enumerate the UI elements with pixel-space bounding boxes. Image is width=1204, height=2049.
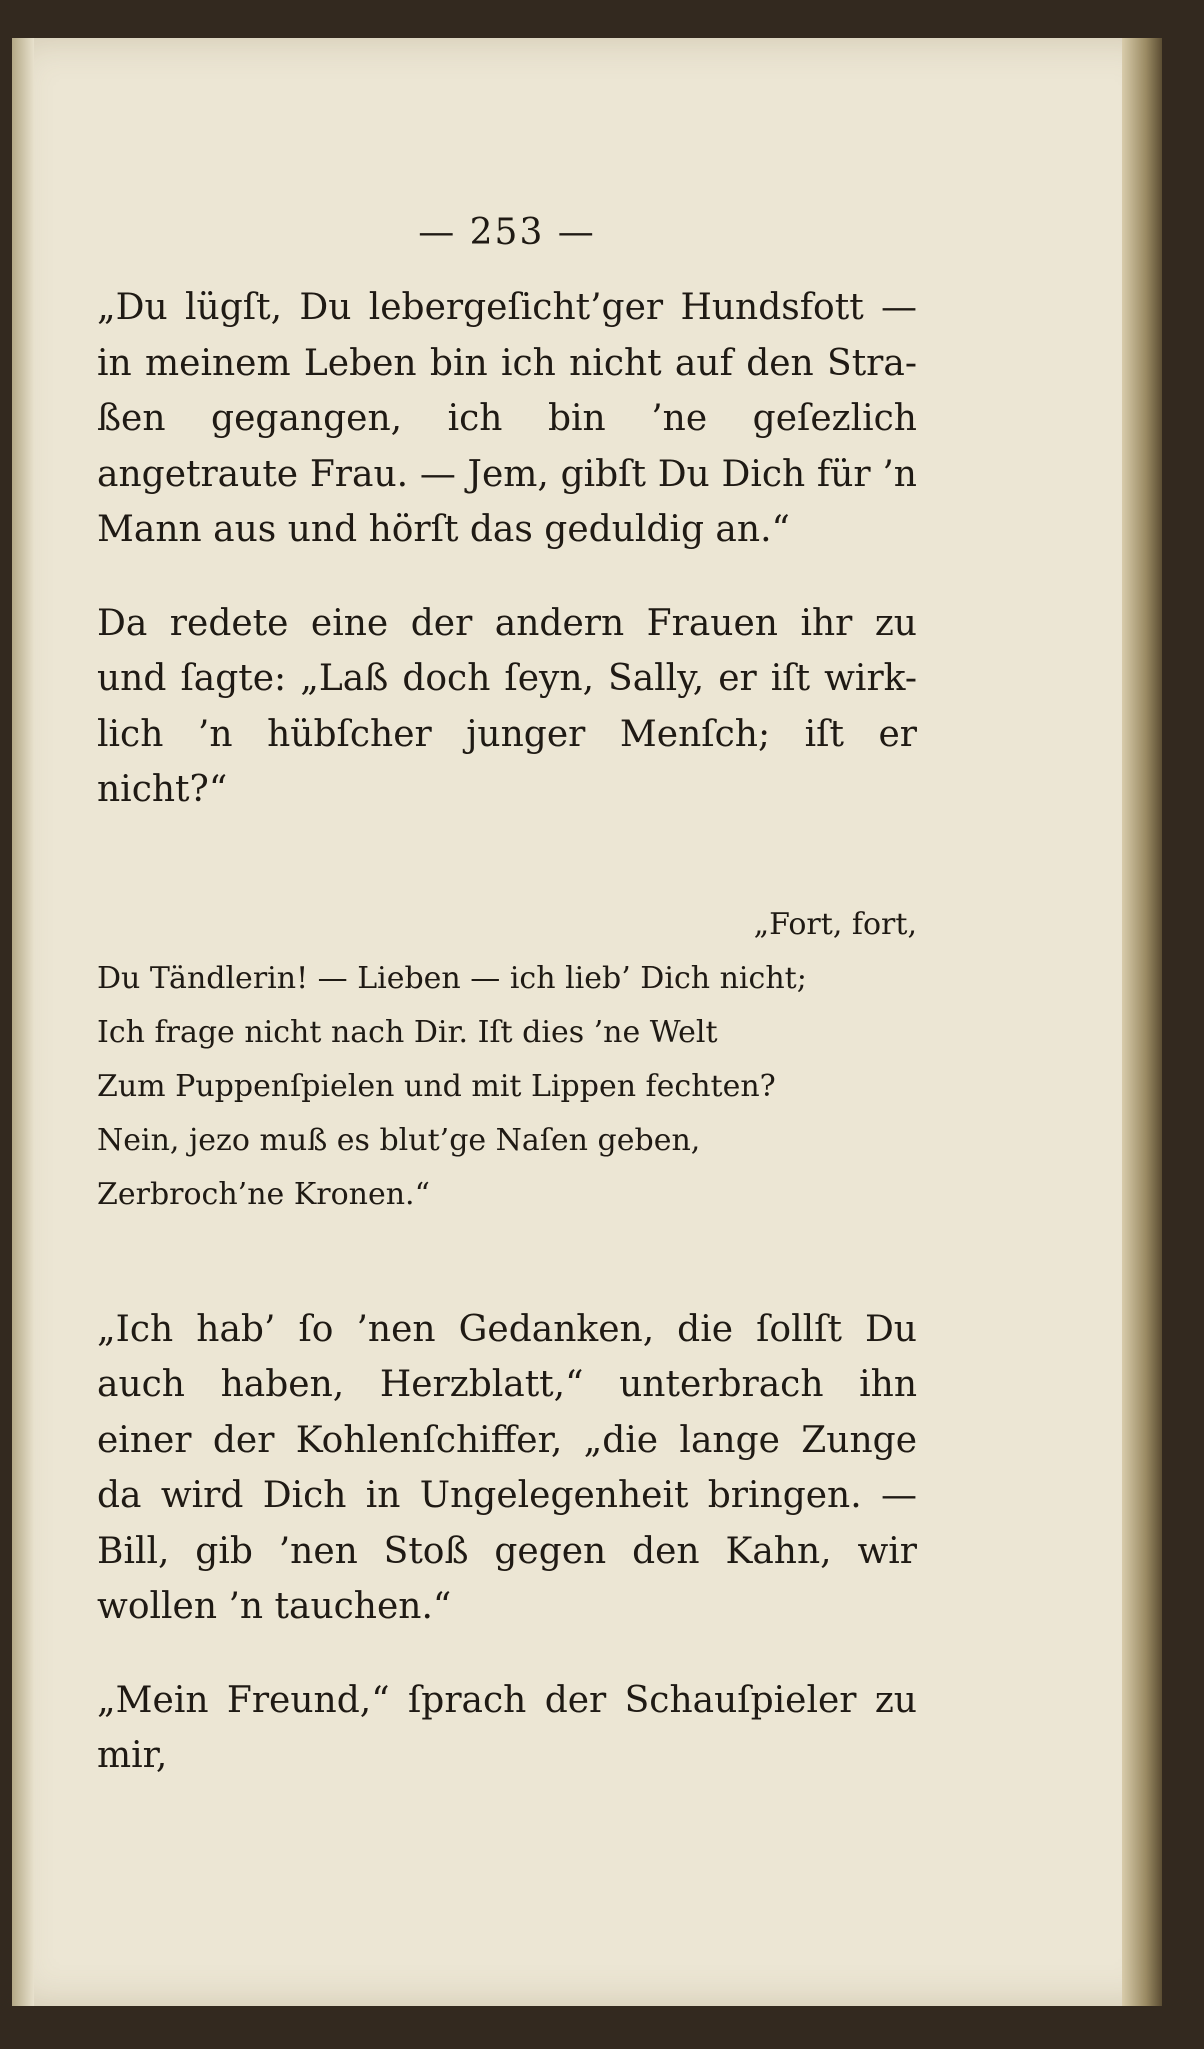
verse-line: Ich frage nicht nach Dir. Iſt dies ’ne Welt — [97, 1014, 718, 1050]
paragraph-1: „Du lügſt, Du lebergeſicht’ger Hundsfott — in meinem Leben bin ich nicht auf den Stra- ßen gegangen, ich bin ’ne geſezlich angetraute Frau. — Jem, gibſt Du Dich für ’n Mann aus und hörſt das geduldig an.“ — [97, 287, 917, 550]
book-page — [12, 38, 1162, 2006]
page-number: — 253 — — [418, 212, 596, 253]
paragraph-2: Da redete eine der andern Frauen ihr zu und ſagte: „Laß doch ſeyn, Sally, er iſt wirk- lich ’n hübſcher junger Menſch; iſt er nicht?“ — [97, 602, 917, 810]
paragraph-spacer — [97, 558, 917, 596]
paragraph-4: „Mein Freund,“ ſprach der Schauſpieler zu mir, — [97, 1679, 917, 1776]
section-spacer — [97, 1222, 917, 1302]
verse-line: Zerbroch’ne Kronen.“ — [97, 1176, 430, 1212]
page-gutter — [12, 38, 34, 2006]
paragraph-spacer — [97, 1635, 917, 1673]
paragraph-3: „Ich hab’ ſo ’nen Gedanken, die ſollſt Du auch haben, Herzblatt,“ unterbrach ihn einer der Kohlenſchiffer, „die lange Zunge da wird Dich in Ungelegenheit bringen. — Bill, gib ’nen Stoß gegen den Kahn, wir wollen ’n tauchen.“ — [97, 1308, 917, 1627]
page-edge — [1122, 38, 1162, 2006]
verse-quote — [97, 898, 917, 1222]
verse-line: Nein, jezo muß es blut’ge Naſen geben, — [97, 1122, 701, 1158]
verse-line: Du Tändlerin! — Lieben — ich lieb’ Dich nicht; — [97, 960, 807, 996]
text-block — [97, 208, 917, 1784]
verse-line: Zum Puppenſpielen und mit Lippen fechten? — [97, 1068, 776, 1104]
verse-line: „Fort, fort, — [753, 906, 917, 942]
